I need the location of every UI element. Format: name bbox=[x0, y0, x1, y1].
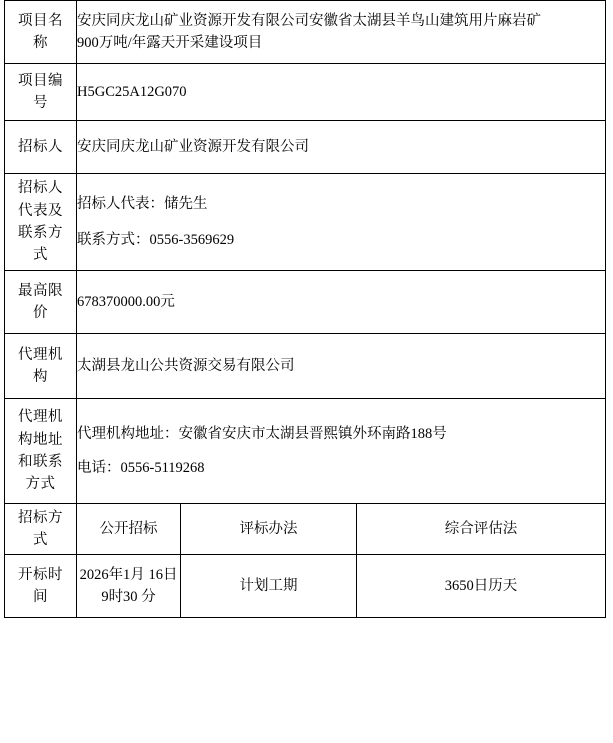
row-label-opening-time: 开标时 间 bbox=[5, 555, 77, 618]
table-row bbox=[5, 334, 606, 399]
row-value-tenderer-contact: 招标人代表：储先生 联系方式：0556-3569629 bbox=[77, 174, 606, 271]
row-label-evaluation-method: 评标办法 bbox=[181, 504, 357, 555]
row-value-planned-duration: 3650日历天 bbox=[357, 555, 606, 618]
row-label-planned-duration: 计划工期 bbox=[181, 555, 357, 618]
table-row bbox=[5, 174, 606, 271]
bid-info-table bbox=[4, 0, 606, 618]
table-row bbox=[5, 1, 606, 64]
table-row bbox=[5, 64, 606, 121]
row-value-tenderer: 安庆同庆龙山矿业资源开发有限公司 bbox=[77, 121, 606, 174]
row-label-bid-method: 招标方 式 bbox=[5, 504, 77, 555]
table-row bbox=[5, 271, 606, 334]
row-label-project-name: 项目名 称 bbox=[5, 1, 77, 64]
table-row bbox=[5, 399, 606, 504]
row-value-project-name: 安庆同庆龙山矿业资源开发有限公司安徽省太湖县羊鸟山建筑用片麻岩矿 900万吨/年露天开采建设项目 bbox=[77, 1, 606, 64]
row-value-agency-address: 代理机构地址：安徽省安庆市太湖县晋熙镇外环南路188号 电话：0556-5119268 bbox=[77, 399, 606, 504]
row-label-tenderer: 招标人 bbox=[5, 121, 77, 174]
row-label-tenderer-contact: 招标人 代表及 联系方 式 bbox=[5, 174, 77, 271]
row-value-agency: 太湖县龙山公共资源交易有限公司 bbox=[77, 334, 606, 399]
row-value-bid-method: 公开招标 bbox=[77, 504, 181, 555]
row-value-opening-time: 2026年1月 16日9时30 分 bbox=[77, 555, 181, 618]
table-row bbox=[5, 121, 606, 174]
row-label-agency-address: 代理机 构地址 和联系 方式 bbox=[5, 399, 77, 504]
row-value-evaluation-method: 综合评估法 bbox=[357, 504, 606, 555]
table-row bbox=[5, 555, 606, 618]
row-label-agency: 代理机 构 bbox=[5, 334, 77, 399]
row-label-project-code: 项目编 号 bbox=[5, 64, 77, 121]
table-row bbox=[5, 504, 606, 555]
row-label-max-price: 最高限 价 bbox=[5, 271, 77, 334]
row-value-max-price: 678370000.00元 bbox=[77, 271, 606, 334]
row-value-project-code: H5GC25A12G070 bbox=[77, 64, 606, 121]
